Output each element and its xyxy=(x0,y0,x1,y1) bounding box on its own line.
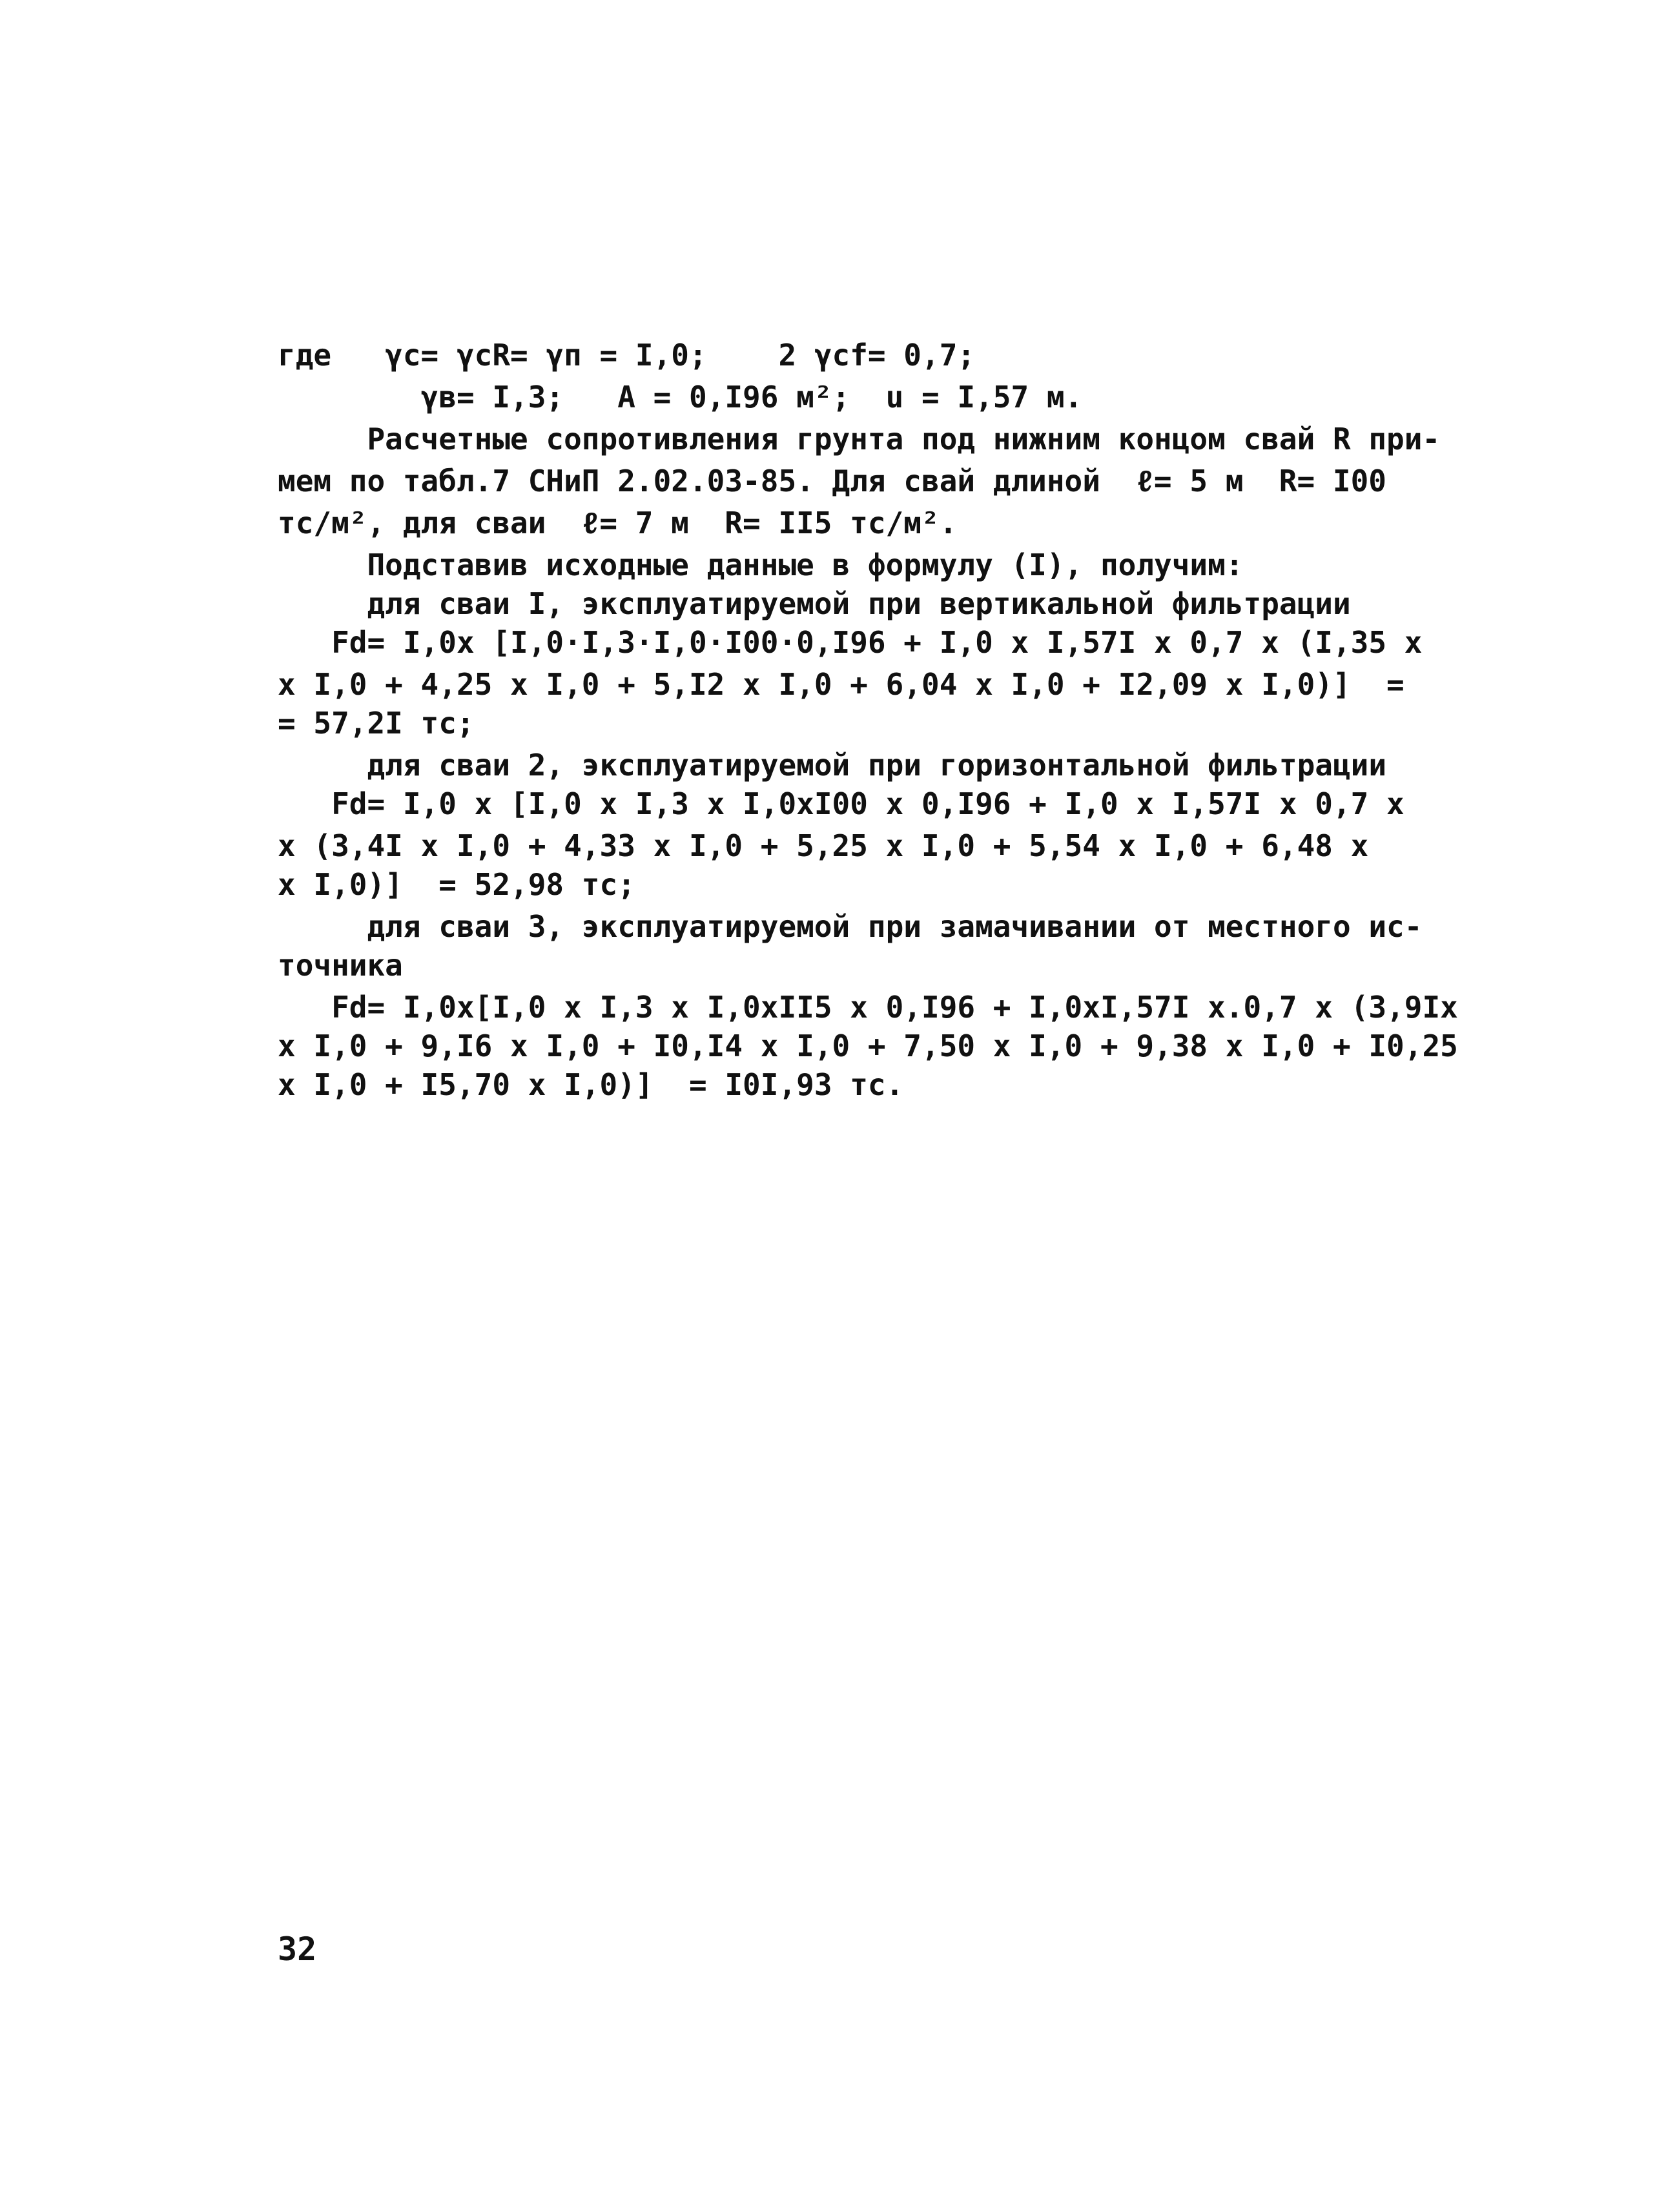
page-number: 32 xyxy=(278,1930,317,1968)
text-line-9: x I,0 + 4,25 x I,0 + 5,I2 x I,0 + 6,04 x I,0 + I2,09 x I,0)] = xyxy=(278,667,1404,702)
text-line-3: Расчетные сопротивления грунта под нижним концом свай R при- xyxy=(278,422,1441,456)
text-line-1: где γс= γсR= γп = I,0; 2 γсf= 0,7; xyxy=(278,338,976,373)
text-line-14: x I,0)] = 52,98 тс; xyxy=(278,867,635,902)
text-line-12: Fd= I,0 x [I,0 x I,3 x I,0xI00 x 0,I96 + I,0 x I,57I x 0,7 x xyxy=(278,786,1404,821)
text-line-5: тс/м², для сваи ℓ= 7 м R= II5 тс/м². xyxy=(278,506,958,540)
text-line-7: для сваи I, эксплуатируемой при вертикальной фильтрации xyxy=(278,586,1351,621)
text-line-16: точника xyxy=(278,948,403,983)
text-line-18: x I,0 + 9,I6 x I,0 + I0,I4 x I,0 + 7,50 x I,0 + 9,38 x I,0 + I0,25 xyxy=(278,1029,1458,1063)
text-line-19: x I,0 + I5,70 x I,0)] = I0I,93 тс. xyxy=(278,1067,904,1102)
text-line-17: Fd= I,0x[I,0 x I,3 x I,0xII5 x 0,I96 + I,0xI,57I x.0,7 x (3,9Ix xyxy=(278,990,1458,1025)
text-line-11: для сваи 2, эксплуатируемой при горизонтальной фильтрации xyxy=(278,748,1387,783)
text-line-13: x (3,4I x I,0 + 4,33 x I,0 + 5,25 x I,0 + 5,54 x I,0 + 6,48 x xyxy=(278,828,1369,863)
text-line-4: мем по табл.7 СНиП 2.02.03-85. Для свай длиной ℓ= 5 м R= I00 xyxy=(278,464,1386,498)
text-line-8: Fd= I,0x [I,0·I,3·I,0·I00·0,I96 + I,0 x I,57I x 0,7 x (I,35 x xyxy=(278,625,1423,660)
text-line-6: Подставив исходные данные в формулу (I), получим: xyxy=(278,548,1244,582)
text-line-2: γв= I,3; A = 0,I96 м²; u = I,57 м. xyxy=(278,380,1083,415)
text-line-15: для сваи 3, эксплуатируемой при замачивании от местного ис- xyxy=(278,909,1423,944)
text-line-10: = 57,2I тс; xyxy=(278,706,475,741)
